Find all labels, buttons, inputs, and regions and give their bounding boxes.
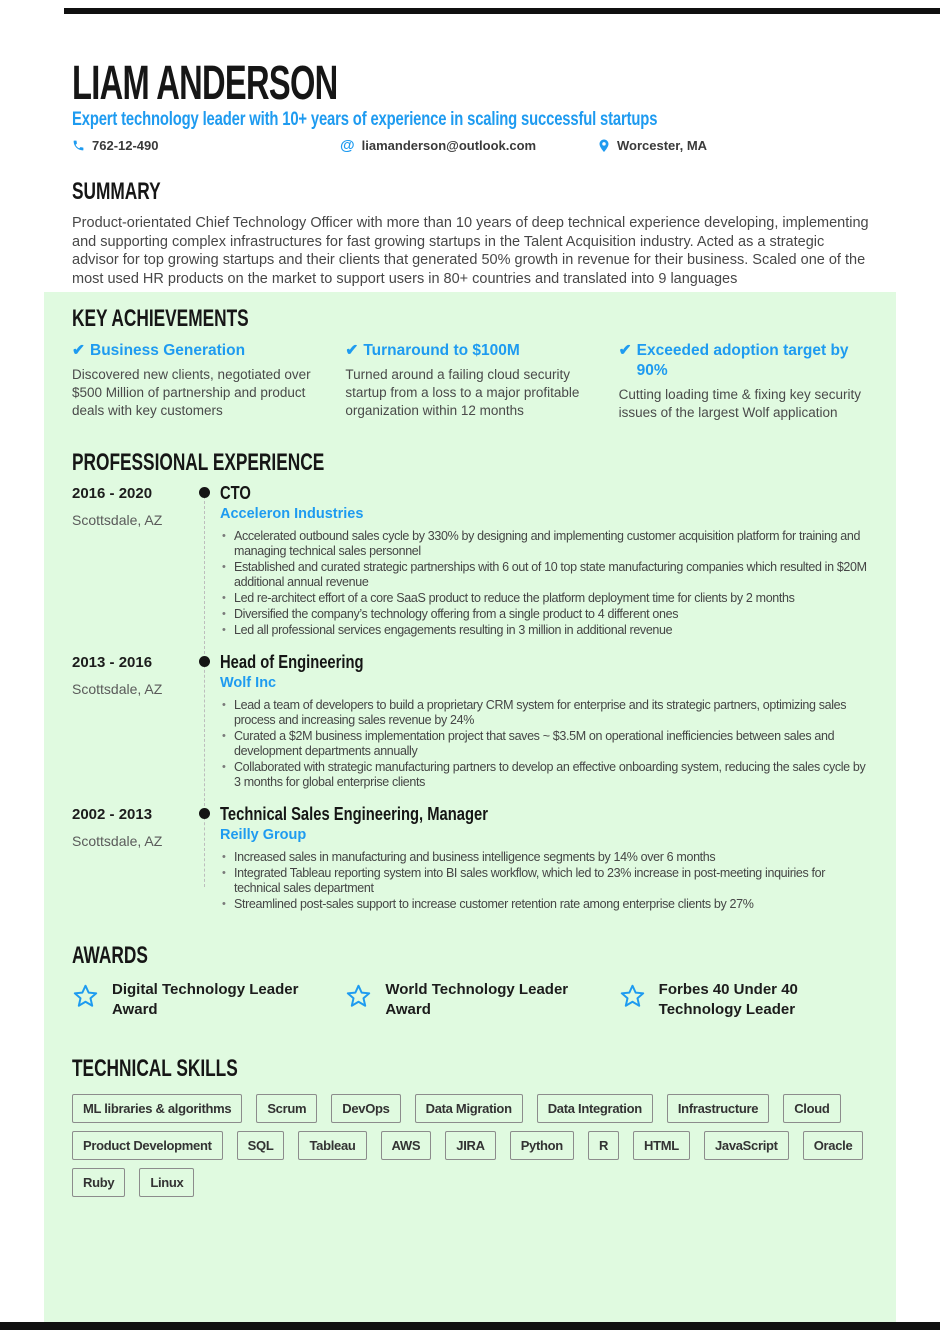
timeline-line (204, 660, 205, 806)
email-address: liamanderson@outlook.com (361, 138, 537, 153)
awards-title: AWARDS (72, 942, 148, 969)
achievement-item (345, 341, 596, 422)
achievement-text: Discovered new clients, negotiated over $500 Million of partnership and product deals with key customers (72, 367, 311, 418)
job-bullets (220, 698, 870, 790)
achievement-title: Exceeded adoption target by 90% (636, 342, 849, 379)
job-location: Scottsdale, AZ (72, 512, 163, 528)
timeline-dot (199, 487, 210, 498)
location-pin-icon (598, 139, 610, 153)
skill-tag: Product Development (72, 1131, 223, 1160)
bottom-accent-bar (0, 1322, 940, 1330)
job-entry (72, 805, 870, 913)
job-role: Technical Sales Engineering, Manager (220, 804, 488, 824)
phone-number: 762-12-490 (92, 138, 159, 153)
experience-title: PROFESSIONAL EXPERIENCE (72, 449, 325, 476)
top-accent-bar (64, 8, 940, 14)
summary-text: Product-orientated Chief Technology Officer with more than 10 years of deep technical experience developing, implementing and supporting complex infrastructures for fast growing startups in the Talent Acquisition industry. Acted as a strategic advisor for top growing startups and their clients that generated 50% growth in revenue for their business. Scaled one of the most used HR products on the market to support users in 80+ countries and translated into 9 languages (72, 215, 869, 287)
candidate-tagline: Expert technology leader with 10+ years of experience in scaling successful startups (72, 109, 658, 130)
job-role: Head of Engineering (220, 652, 364, 672)
skills-tags (72, 1094, 870, 1197)
skill-tag: Tableau (298, 1131, 366, 1160)
job-bullet: • Led re-architect effort of a core SaaS product to reduce the platform deployment time for clients by 2 months (220, 591, 870, 606)
skill-tag: Python (510, 1131, 574, 1160)
timeline-dot (199, 656, 210, 667)
skill-tag: Cloud (783, 1094, 840, 1123)
achievement-text: Cutting loading time & fixing key security issues of the largest Wolf application (618, 387, 862, 420)
job-location: Scottsdale, AZ (72, 681, 163, 697)
job-bullet: • Integrated Tableau reporting system into BI sales workflow, which led to 23% increase in post-meeting inquiries for technical sales department (220, 866, 870, 896)
job-company: Reilly Group (220, 827, 307, 843)
skills-title: TECHNICAL SKILLS (72, 1055, 238, 1082)
star-icon (619, 983, 646, 1020)
achievement-item (619, 341, 870, 422)
job-bullet: • Accelerated outbound sales cycle by 330% by designing and implementing customer acquisition platform for training and managing technical sales personnel (220, 529, 870, 559)
candidate-name: LIAM ANDERSON (72, 57, 338, 110)
check-icon: ✔ (618, 342, 632, 359)
timeline-line (204, 812, 205, 887)
skill-tag: Linux (139, 1168, 194, 1197)
award-text: Forbes 40 Under 40 Technology Leader (658, 981, 798, 1018)
job-bullet: • Lead a team of developers to build a proprietary CRM system for enterprise and its strategic partners, optimizing sales process and increasing sales revenue by 24% (220, 698, 870, 728)
skill-tag: JIRA (445, 1131, 495, 1160)
contact-email (340, 138, 598, 153)
awards-grid (72, 980, 870, 1020)
skill-tag: Scrum (256, 1094, 317, 1123)
skill-tag: Oracle (803, 1131, 864, 1160)
star-icon (72, 983, 99, 1020)
job-bullets (220, 850, 870, 912)
check-icon: ✔ (72, 342, 85, 359)
achievement-title: Business Generation (90, 342, 246, 359)
skill-tag: ML libraries & algorithms (72, 1094, 242, 1123)
skill-tag: SQL (237, 1131, 285, 1160)
star-icon (345, 983, 372, 1020)
award-item (72, 980, 323, 1020)
job-dates: 2013 - 2016 (72, 654, 153, 671)
job-bullet: • Streamlined post-sales support to increase customer retention rate among enterprise clients by 27% (220, 897, 870, 912)
at-icon: @ (340, 137, 355, 154)
job-company: Acceleron Industries (220, 506, 364, 522)
location-text: Worcester, MA (617, 138, 708, 153)
skill-tag: DevOps (331, 1094, 400, 1123)
job-bullet: • Established and curated strategic partnerships with 6 out of 10 top state manufacturing companies which resulted in $20M additional annual revenue (220, 560, 870, 590)
experience-list (72, 484, 870, 913)
achievement-text: Turned around a failing cloud security startup from a loss to a major profitable organization within 12 months (345, 367, 580, 418)
job-role: CTO (220, 483, 251, 503)
job-bullet: • Curated a $2M business implementation project that saves ~ $3.5M on operational inefficiencies between sales and development departments annually (220, 729, 870, 759)
skill-tag: JavaScript (704, 1131, 789, 1160)
summary-section (0, 153, 940, 288)
award-text: Digital Technology Leader Award (112, 981, 299, 1018)
timeline (190, 484, 220, 639)
skill-tag: Data Integration (537, 1094, 653, 1123)
timeline (190, 805, 220, 913)
skill-tag: Data Migration (415, 1094, 523, 1123)
achievements-title: KEY ACHIEVEMENTS (72, 305, 249, 332)
resume-header (0, 0, 940, 153)
job-bullet: • Led all professional services engagements resulting in 3 million in additional revenue (220, 623, 870, 638)
job-dates: 2016 - 2020 (72, 485, 153, 502)
achievements-grid (72, 341, 870, 422)
skill-tag: AWS (381, 1131, 432, 1160)
summary-title: SUMMARY (72, 178, 161, 205)
skill-tag: R (588, 1131, 619, 1160)
skill-tag: Infrastructure (667, 1094, 769, 1123)
contact-phone (72, 138, 340, 153)
timeline (190, 653, 220, 791)
job-entry (72, 653, 870, 791)
timeline-dot (199, 808, 210, 819)
contact-row (72, 138, 870, 153)
achievement-title: Turnaround to $100M (363, 342, 520, 359)
phone-icon (72, 139, 85, 152)
job-entry (72, 484, 870, 639)
contact-location (598, 138, 707, 153)
job-location: Scottsdale, AZ (72, 833, 163, 849)
job-company: Wolf Inc (220, 675, 277, 691)
award-item (619, 980, 870, 1020)
skill-tag: Ruby (72, 1168, 125, 1197)
job-bullets (220, 529, 870, 638)
check-icon: ✔ (345, 342, 359, 359)
job-bullet: • Increased sales in manufacturing and business intelligence segments by 14% over 6 months (220, 850, 870, 865)
achievement-item (72, 341, 323, 422)
skill-tag: HTML (633, 1131, 690, 1160)
job-dates: 2002 - 2013 (72, 806, 153, 823)
award-text: World Technology Leader Award (385, 981, 569, 1018)
green-panel (44, 292, 896, 1330)
job-bullet: • Diversified the company’s technology offering from a single product to 4 different ones (220, 607, 870, 622)
job-bullet: • Collaborated with strategic manufacturing partners to develop an effective onboarding system, reducing the sales cycle by 3 months for global enterprise clients (220, 760, 870, 790)
award-item (345, 980, 596, 1020)
timeline-line (204, 491, 205, 654)
